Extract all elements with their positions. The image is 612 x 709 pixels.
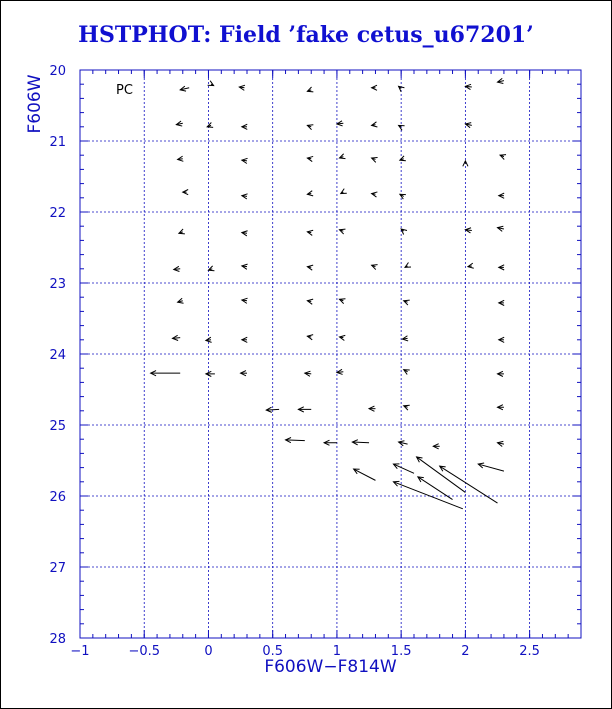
arrow-shaft xyxy=(352,442,369,443)
x-tick-label: −1 xyxy=(70,644,90,659)
arrow-vector xyxy=(151,371,181,376)
arrow-vector xyxy=(405,262,411,267)
y-tick-label: 25 xyxy=(49,419,66,434)
arrow-vector xyxy=(324,440,337,445)
arrow-vector xyxy=(307,87,313,92)
arrow-head xyxy=(372,265,378,270)
arrow-head xyxy=(307,87,313,92)
arrow-shaft xyxy=(440,466,498,503)
arrow-vector xyxy=(206,337,212,342)
arrow-vector xyxy=(372,122,378,127)
arrow-vector xyxy=(499,193,504,198)
arrow-vector xyxy=(305,371,311,376)
arrow-shaft xyxy=(354,469,376,480)
y-tick-label: 21 xyxy=(49,135,66,150)
arrow-head xyxy=(404,405,410,410)
panel-label: PC xyxy=(116,83,133,98)
arrow-vector xyxy=(499,337,504,342)
arrow-vector xyxy=(417,457,466,493)
arrow-head xyxy=(399,125,405,130)
arrow-vector xyxy=(208,266,214,271)
arrow-vector xyxy=(178,156,184,161)
arrow-vector xyxy=(307,335,313,340)
x-tick-label: 2 xyxy=(461,644,470,659)
arrow-vector xyxy=(307,125,313,130)
arrow-vector xyxy=(393,464,414,473)
arrow-head xyxy=(418,477,424,482)
arrow-vector xyxy=(404,370,410,375)
arrow-vector xyxy=(478,463,504,471)
arrow-vector xyxy=(180,86,189,91)
arrow-vector xyxy=(418,477,453,500)
arrow-vector xyxy=(399,441,408,446)
arrow-head xyxy=(307,125,313,130)
arrow-head xyxy=(440,466,446,471)
x-axis xyxy=(70,70,581,659)
arrow-vector xyxy=(179,229,185,234)
arrow-vector xyxy=(339,154,345,159)
arrow-vector xyxy=(465,228,471,233)
arrow-vector xyxy=(399,125,405,130)
arrow-vector xyxy=(498,226,504,231)
chart-title: HSTPHOT: Field ’fake cetus_u67201’ xyxy=(78,22,534,48)
arrow-shaft xyxy=(417,457,466,493)
arrow-vector xyxy=(307,299,313,304)
x-tick-label: 1 xyxy=(332,644,342,659)
arrow-vector xyxy=(352,440,369,445)
arrow-head xyxy=(179,229,185,234)
arrow-vector xyxy=(242,158,248,163)
arrow-vector xyxy=(339,229,345,234)
arrow-vector xyxy=(176,121,182,126)
arrow-head xyxy=(405,262,411,267)
x-tick-label: 1.5 xyxy=(390,644,412,659)
y-tick-label: 23 xyxy=(49,277,66,292)
arrow-vector xyxy=(242,298,248,303)
arrow-vector xyxy=(337,369,343,374)
arrow-vector xyxy=(354,469,376,480)
arrow-vector xyxy=(369,406,375,411)
arrow-vector xyxy=(465,123,471,128)
arrow-vector xyxy=(337,121,343,126)
x-tick-label: −0.5 xyxy=(128,644,161,659)
arrow-vector xyxy=(298,407,311,412)
x-axis-label: F606W−F814W xyxy=(264,657,397,677)
arrow-vector xyxy=(401,229,407,234)
y-tick-label: 20 xyxy=(49,64,66,79)
arrow-head xyxy=(208,266,214,271)
arrow-vector xyxy=(465,84,471,89)
y-tick-label: 22 xyxy=(49,206,66,221)
y-tick-label: 27 xyxy=(49,561,66,576)
arrow-vector xyxy=(307,156,313,161)
arrow-vector xyxy=(307,230,313,235)
arrow-shaft xyxy=(393,482,462,509)
arrow-vector xyxy=(498,371,504,376)
arrow-head xyxy=(500,155,506,160)
arrow-vector xyxy=(499,300,504,305)
arrow-vector xyxy=(498,441,504,446)
arrow-vector xyxy=(372,85,377,90)
arrow-vector xyxy=(242,231,248,236)
arrow-vector xyxy=(393,481,462,508)
arrow-vector xyxy=(498,78,504,83)
x-tick-label: 2.5 xyxy=(519,644,540,659)
arrow-head xyxy=(401,229,407,234)
arrow-vector xyxy=(242,124,247,129)
arrow-vector xyxy=(372,192,378,197)
arrow-vector xyxy=(239,85,245,90)
arrow-vector xyxy=(307,191,313,196)
arrow-vector xyxy=(339,335,345,340)
arrow-shaft xyxy=(418,477,453,500)
arrow-head xyxy=(372,157,378,162)
arrow-vector xyxy=(242,194,248,199)
arrow-vector xyxy=(498,405,504,410)
arrow-vector xyxy=(172,335,180,340)
arrow-vector xyxy=(183,190,188,195)
arrow-vector xyxy=(242,264,248,269)
y-axis-label: F606W xyxy=(25,74,45,134)
arrow-vector xyxy=(242,337,247,342)
arrow-vector xyxy=(468,263,474,268)
grid xyxy=(80,70,581,638)
arrow-vector xyxy=(404,300,410,305)
arrow-vector xyxy=(241,371,247,376)
arrow-vector xyxy=(499,265,504,270)
arrow-head xyxy=(341,189,347,194)
arrow-shaft xyxy=(286,440,305,441)
arrow-shaft xyxy=(393,464,414,473)
arrow-vector xyxy=(440,466,498,503)
arrow-vector xyxy=(339,299,345,304)
arrow-vector xyxy=(372,157,378,162)
y-tick-label: 26 xyxy=(49,490,66,505)
arrow-head xyxy=(339,299,345,304)
arrow-vector xyxy=(402,336,408,341)
y-tick-label: 24 xyxy=(49,348,66,363)
y-tick-label: 28 xyxy=(49,632,66,647)
arrow-head xyxy=(339,154,345,159)
x-tick-label: 0.5 xyxy=(262,644,284,659)
arrow-vector xyxy=(433,444,439,449)
x-tick-label: 0 xyxy=(204,644,213,659)
arrow-vector xyxy=(178,298,184,303)
arrow-vector xyxy=(463,161,468,166)
arrow-vector xyxy=(341,189,347,194)
arrow-head xyxy=(339,229,345,234)
arrow-head xyxy=(404,370,410,375)
arrow-vector xyxy=(307,265,313,270)
arrow-vector xyxy=(206,371,215,376)
arrow-head xyxy=(404,300,410,305)
arrow-vector xyxy=(174,266,180,271)
arrow-vector xyxy=(372,265,378,270)
arrow-vector xyxy=(404,405,410,410)
arrow-vector xyxy=(500,155,506,160)
arrow-vector xyxy=(286,438,305,443)
arrow-field xyxy=(151,78,506,508)
y-axis xyxy=(49,64,581,647)
